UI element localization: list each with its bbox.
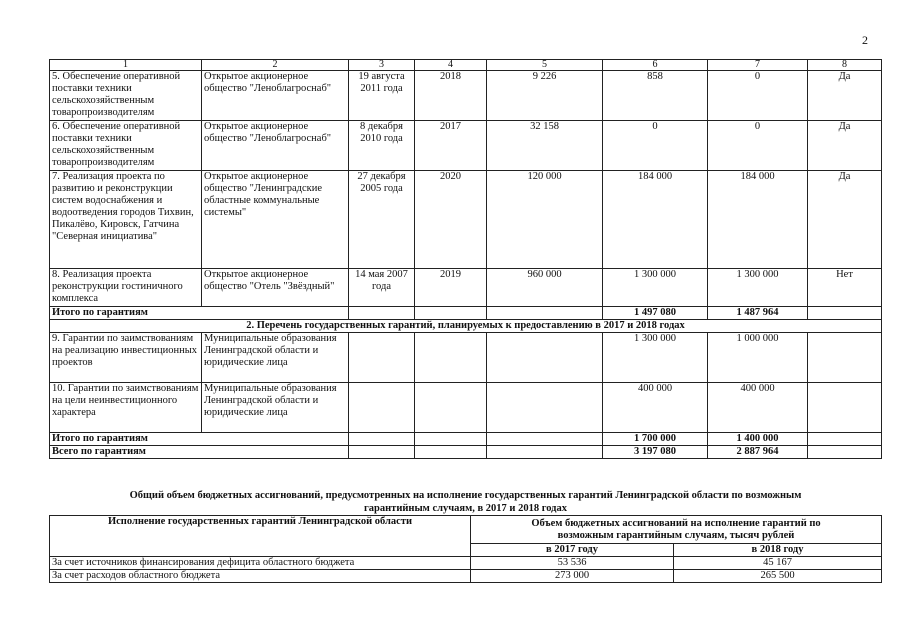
summary-row-label: За счет источников финансирования дефицита областного бюджета	[50, 557, 471, 570]
date-cell: 8 декабря 2010 года	[349, 121, 415, 171]
principal-cell: Открытое акционерное общество "Ленинградские областные коммунальные системы"	[202, 171, 349, 269]
table-row	[50, 570, 882, 583]
summary-row-label: За счет расходов областного бюджета	[50, 570, 471, 583]
subtotal-label: Итого по гарантиям	[50, 307, 349, 320]
summary-value-2018: 45 167	[674, 557, 882, 570]
value-2018-cell: 184 000	[708, 171, 808, 269]
value-2017-cell: 1 300 000	[603, 333, 708, 383]
purpose-cell: 7. Реализация проекта по развитию и реконструкции систем водоснабжения и водоотведения городов Тихвин, Пикалёво, Кировск, Гатчина "Северная инициатива"	[50, 171, 202, 269]
table-row	[50, 383, 882, 433]
principal-cell: Открытое акционерное общество "Отель "Звёздный"	[202, 269, 349, 307]
column-number: 7	[708, 60, 808, 71]
value-2017-cell: 1 300 000	[603, 269, 708, 307]
table-row	[50, 557, 882, 570]
purpose-cell: 10. Гарантии по заимствованиям на цели неинвестиционного характера	[50, 383, 202, 433]
table-row	[50, 71, 882, 121]
flag-cell: Нет	[808, 269, 882, 307]
summary-value-2018: 265 500	[674, 570, 882, 583]
column-number: 1	[50, 60, 202, 71]
summary-col1-header: Исполнение государственных гарантий Ленинградской области	[50, 516, 471, 557]
subtotal-row	[50, 307, 882, 320]
subtotal-2017: 1 700 000	[603, 433, 708, 446]
subtotal-row	[50, 433, 882, 446]
table-row	[50, 171, 882, 269]
summary-title: Общий объем бюджетных ассигнований, предусмотренных на исполнение государственных гарантий Ленинградской области по возможным гарантийным случаям, в 2017 и 2018 годах	[129, 490, 802, 514]
date-cell: 27 декабря 2005 года	[349, 171, 415, 269]
principal-cell: Муниципальные образования Ленинградской области и юридические лица	[202, 383, 349, 433]
table-row	[50, 121, 882, 171]
value-2017-cell: 858	[603, 71, 708, 121]
principal-cell: Открытое акционерное общество "Леноблагроснаб"	[202, 121, 349, 171]
value-2018-cell: 0	[708, 71, 808, 121]
subtotal-2017: 1 497 080	[603, 307, 708, 320]
subtotal-label: Итого по гарантиям	[50, 433, 349, 446]
date-cell: 19 августа 2011 года	[349, 71, 415, 121]
purpose-cell: 5. Обеспечение оперативной поставки техники сельскохозяйственным товаропроизводителям	[50, 71, 202, 121]
summary-col2-header: Объем бюджетных ассигнований на исполнение гарантий по возможным гарантийным случаям, тысяч рублей	[471, 516, 882, 544]
summary-year-2017: в 2017 году	[471, 544, 674, 557]
column-number: 8	[808, 60, 882, 71]
year-cell: 2017	[415, 121, 487, 171]
grand-total-2017: 3 197 080	[603, 446, 708, 459]
flag-cell: Да	[808, 71, 882, 121]
amount-cell: 120 000	[487, 171, 603, 269]
principal-cell: Открытое акционерное общество "Леноблагроснаб"	[202, 71, 349, 121]
subtotal-2018: 1 487 964	[708, 307, 808, 320]
grand-total-2018: 2 887 964	[708, 446, 808, 459]
value-2018-cell: 1 000 000	[708, 333, 808, 383]
year-cell: 2020	[415, 171, 487, 269]
grand-total-label: Всего по гарантиям	[50, 446, 349, 459]
year-cell: 2018	[415, 71, 487, 121]
year-cell: 2019	[415, 269, 487, 307]
section-title: 2. Перечень государственных гарантий, планируемых к предоставлению в 2017 и 2018 годах	[50, 320, 882, 333]
column-number: 6	[603, 60, 708, 71]
summary-value-2017: 273 000	[471, 570, 674, 583]
purpose-cell: 8. Реализация проекта реконструкции гостиничного комплекса	[50, 269, 202, 307]
value-2017-cell: 184 000	[603, 171, 708, 269]
value-2018-cell: 0	[708, 121, 808, 171]
subtotal-2018: 1 400 000	[708, 433, 808, 446]
summary-year-2018: в 2018 году	[674, 544, 882, 557]
value-2017-cell: 400 000	[603, 383, 708, 433]
column-number-row	[50, 60, 882, 71]
summary-value-2017: 53 536	[471, 557, 674, 570]
table-row	[50, 333, 882, 383]
flag-cell: Да	[808, 171, 882, 269]
column-number: 3	[349, 60, 415, 71]
value-2018-cell: 1 300 000	[708, 269, 808, 307]
amount-cell: 32 158	[487, 121, 603, 171]
guarantees-table	[49, 59, 882, 459]
purpose-cell: 6. Обеспечение оперативной поставки техники сельскохозяйственным товаропроизводителям	[50, 121, 202, 171]
date-cell: 14 мая 2007 года	[349, 269, 415, 307]
value-2017-cell: 0	[603, 121, 708, 171]
flag-cell: Да	[808, 121, 882, 171]
table-row	[50, 269, 882, 307]
column-number: 2	[202, 60, 349, 71]
column-number: 5	[487, 60, 603, 71]
section-header-row	[50, 320, 882, 333]
page-number: 2	[862, 33, 868, 47]
value-2018-cell: 400 000	[708, 383, 808, 433]
column-number: 4	[415, 60, 487, 71]
budget-allocation-table	[49, 487, 882, 583]
amount-cell: 9 226	[487, 71, 603, 121]
principal-cell: Муниципальные образования Ленинградской области и юридические лица	[202, 333, 349, 383]
grand-total-row	[50, 446, 882, 459]
purpose-cell: 9. Гарантии по заимствованиям на реализацию инвестиционных проектов	[50, 333, 202, 383]
amount-cell: 960 000	[487, 269, 603, 307]
